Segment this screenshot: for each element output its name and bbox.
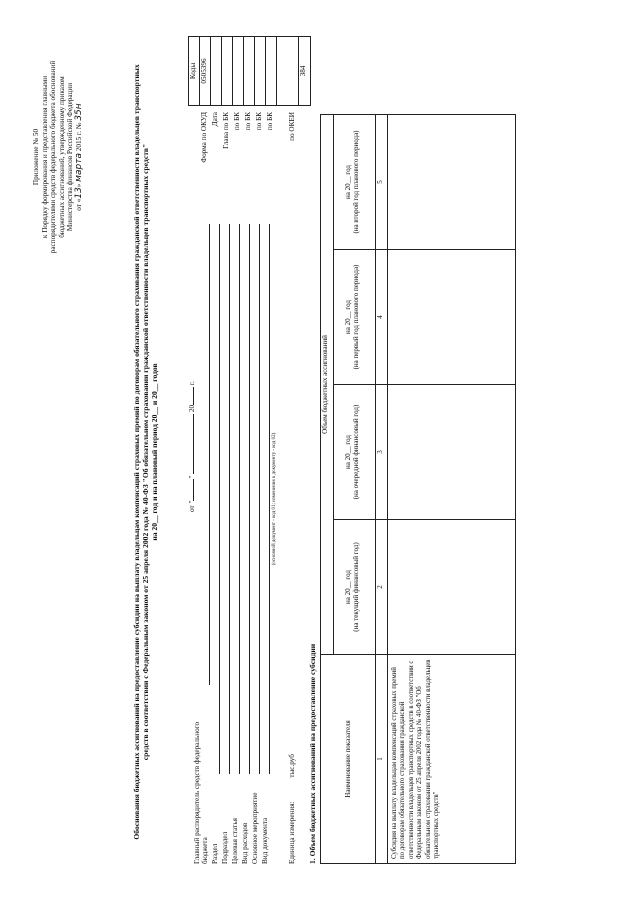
unit-line: Единица измерения: тыс.руб [288, 754, 296, 864]
appendix-line: распорядителями средств федерального бюджета обоснований [49, 60, 58, 254]
code-cell[interactable] [244, 36, 255, 106]
field-row: Главный распорядитель средств федерального бюджета [200, 224, 210, 864]
code-cell[interactable] [211, 36, 222, 106]
appendix-line: бюджетных ассигнований, утвержденному приказом [57, 76, 66, 238]
col-num: 3 [376, 384, 388, 519]
code-cell[interactable] [266, 36, 277, 106]
code-cell[interactable] [277, 36, 299, 106]
date-line: от "" 20 г. [188, 381, 196, 512]
field-value[interactable] [219, 224, 220, 774]
code-okei: 384 [299, 36, 311, 106]
appendix-line: Приложение № 50 [32, 128, 40, 186]
codes-table [188, 36, 311, 106]
value-cell[interactable] [388, 384, 516, 519]
appendix-block [32, 22, 84, 292]
field-row: Раздел [210, 224, 220, 864]
field-value[interactable] [269, 224, 270, 774]
col-num: 2 [376, 519, 388, 654]
field-row: Целевая статья [230, 224, 240, 864]
field-row: Подраздел [220, 224, 230, 864]
document-page [20, 12, 620, 892]
handwritten-day: 13 [73, 187, 84, 199]
handwritten-number: 35н [73, 103, 84, 121]
row-subsidy-name: Субсидия на выплату владельцам компенсаций страховых премий по договорам обязательного страхования гражданской ответственности владельцев транспортных средств в соответствии с Федеральным законом от 25 апреля 2002 года № 40-ФЗ "Об обязательном страховании гражданской ответственности владельцев транспортных средств" [388, 654, 516, 864]
budget-table [320, 114, 516, 864]
group-header: Объем бюджетных ассигнований [320, 114, 334, 654]
codes-labels: Форма по ОКУД Дата Глава по БК по БК по БК по БК по БК [200, 112, 274, 163]
value-cell[interactable] [388, 114, 516, 249]
appendix-date-line: от «13» марта 2015 г. № 35н [73, 103, 84, 211]
code-cell[interactable] [222, 36, 233, 106]
appendix-line: к Порядку формирования и представления главными [40, 75, 49, 239]
field-value[interactable] [209, 224, 210, 685]
col-header-plan1: на 20__ год (на первый год планового периода) [334, 249, 376, 384]
handwritten-month: марта [73, 153, 84, 182]
col-header-plan2: на 20__ год (на второй год планового периода) [334, 114, 376, 249]
col-num: 5 [376, 114, 388, 249]
value-cell[interactable] [388, 249, 516, 384]
field-row: Основное мероприятие [250, 224, 260, 864]
field-value[interactable] [259, 224, 260, 774]
field-value[interactable] [239, 224, 240, 774]
col-header-current: на 20__ год (на текущий финансовый год) [334, 519, 376, 654]
document-title: Обоснования бюджетных ассигнований на предоставление субсидии на выплату владельцам компенсаций страховых премий по договорам обязательного страхования гражданской ответственности владельцев транспортных средств в соответствии с Федеральным законом от 25 апреля 2002 года № 40-ФЗ "Об обязательном страховании гражданской ответственности владельцев транспортных средств" на 20__ год и на плановый период 20__ и 20__ годов [132, 64, 159, 840]
doc-type-hint: (основной документ - код 01; изменения к документу - код 02) [272, 432, 277, 566]
code-okud: 0505396 [200, 36, 211, 106]
col-num: 1 [376, 654, 388, 864]
value-cell[interactable] [388, 519, 516, 654]
section-title: 1. Объем бюджетных ассигнований на предоставление субсидии [308, 643, 317, 864]
field-row: Вид расходов [240, 224, 250, 864]
col-header-name: Наименование показателя [320, 654, 376, 864]
col-header-next: на 20__ год (на очередной финансовый год) [334, 384, 376, 519]
col-num: 4 [376, 249, 388, 384]
codes-header: Коды [188, 36, 200, 106]
code-cell[interactable] [255, 36, 266, 106]
code-cell[interactable] [233, 36, 244, 106]
appendix-line: Министерства финансов Российской Федерации [66, 82, 75, 232]
field-row: Вид документа [260, 224, 270, 864]
field-value[interactable] [229, 224, 230, 774]
okei-label: по ОКЕИ [288, 112, 296, 141]
field-value[interactable] [249, 224, 250, 774]
